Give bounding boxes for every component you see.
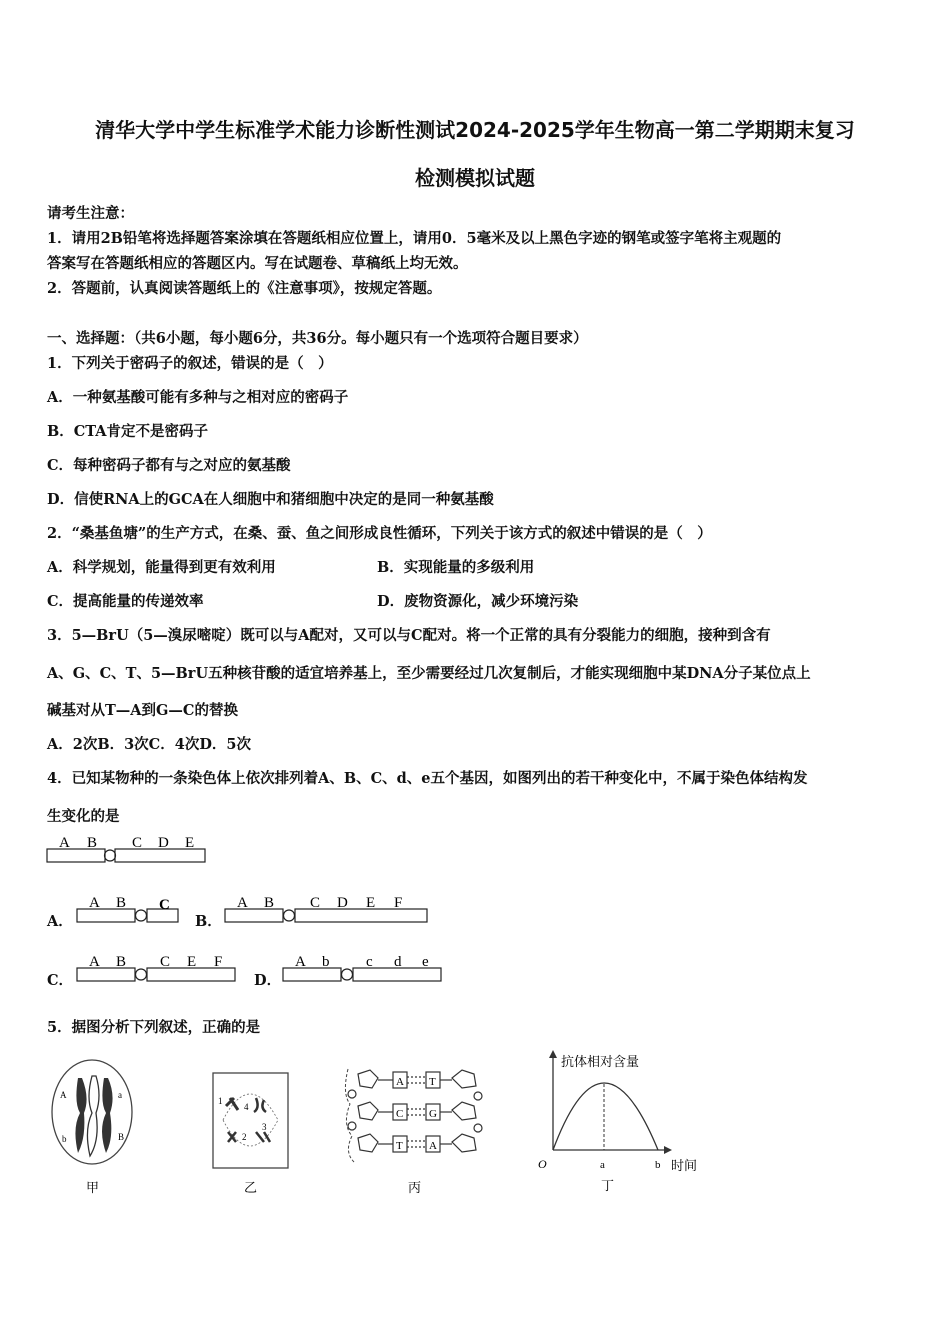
figure-ding [533, 1046, 713, 1196]
title-line-2: 检测模拟试题 [415, 166, 535, 190]
q4-option-c-label: C． [47, 972, 74, 989]
ding-ylabel: 抗体相对含量 [561, 1054, 640, 1069]
base-label: T [396, 1140, 403, 1152]
gene-label: D [337, 895, 348, 911]
ding-tick-b: b [655, 1159, 661, 1171]
gene-label: F [214, 954, 223, 970]
allele-label: a [118, 1090, 122, 1100]
q2-option-b: B．实现能量的多级利用 [377, 559, 535, 576]
q2-option-c: C．提高能量的传递效率 [47, 593, 204, 610]
base-label: G [429, 1108, 437, 1120]
notice-item-1a: 1．请用2B铅笔将选择题答案涂填在答题纸相应位置上，请用0．5毫米及以上黑色字迹的钢笔或签字笔将主观题的 [47, 230, 782, 247]
base-label: A [396, 1076, 404, 1088]
q1-option-d: D．信使RNA上的GCA在人细胞中和猪细胞中决定的是同一种氨基酸 [47, 491, 494, 508]
base-label: A [429, 1140, 437, 1152]
gene-label: b [322, 954, 330, 970]
notice-heading: 请考生注意： [47, 205, 134, 222]
q4-option-d-label: D． [254, 972, 282, 989]
q2-option-a: A．科学规划，能量得到更有效利用 [47, 559, 276, 576]
q2-stem: 2．“桑基鱼塘”的生产方式，在桑、蚕、鱼之间形成良性循环，下列关于该方式的叙述中错误的是（ ） [47, 525, 712, 542]
chromosome-number: 2 [242, 1132, 247, 1142]
chromosome-number: 3 [262, 1122, 267, 1132]
gene-label: B [116, 895, 127, 911]
gene-label: E [185, 835, 195, 851]
base-label: T [429, 1076, 436, 1088]
gene-label: B [264, 895, 275, 911]
gene-label: d [394, 954, 402, 970]
gene-label: A [237, 895, 248, 911]
notice-item-2: 2．答题前，认真阅读答题纸上的《注意事项》，按规定答题。 [47, 280, 442, 297]
q4-line-2: 生变化的是 [47, 808, 120, 825]
chromosome-number: 4 [244, 1102, 249, 1112]
chromosome-option-a [74, 893, 184, 927]
gene-label: D [158, 835, 169, 851]
allele-label: B [118, 1132, 125, 1142]
gene-label: C [160, 954, 171, 970]
q2-option-d: D．废物资源化，减少环境污染 [377, 593, 579, 610]
gene-label: c [366, 954, 373, 970]
gene-label: E [187, 954, 197, 970]
q4-option-b-label: B． [195, 913, 222, 930]
notice-item-1b: 答案写在答题纸相应的答题区内。写在试题卷、草稿纸上均无效。 [47, 255, 468, 272]
q3-options: A．2次B．3次C．4次D．5次 [47, 736, 251, 753]
gene-label: A [59, 835, 70, 851]
ding-xlabel: 时间 [671, 1158, 698, 1173]
gene-label: A [295, 954, 306, 970]
q4-option-a-label: A． [47, 913, 73, 930]
title-line-1: 清华大学中学生标准学术能力诊断性测试2024-2025学年生物高一第二学期期末复习 [95, 118, 855, 142]
allele-label: A [60, 1090, 67, 1100]
chromosome-option-c [74, 952, 244, 986]
gene-label: e [422, 954, 429, 970]
chromosome-option-b [222, 893, 432, 927]
gene-label: C [132, 835, 143, 851]
gene-label: C [159, 897, 170, 913]
allele-label: b [62, 1134, 67, 1144]
q1-option-b: B．CTA肯定不是密码子 [47, 423, 209, 440]
section-1-heading: 一、选择题：（共6小题，每小题6分，共36分。每小题只有一个选项符合题目要求） [47, 330, 588, 347]
q3-line-2: A、G、C、T、5—BrU五种核苷酸的适宜培养基上，至少需要经过几次复制后，才能实现细胞中某DNA分子某位点上 [47, 665, 811, 682]
figure-label: 甲 [86, 1180, 100, 1195]
gene-label: B [87, 835, 98, 851]
q3-line-1: 3．5—BrU（5—溴尿嘧啶）既可以与A配对，又可以与C配对。将一个正常的具有分裂能力的细胞，接种到含有 [47, 627, 771, 644]
figure-bing [338, 1064, 488, 1198]
chromosome-number: 1 [218, 1096, 223, 1106]
gene-label: E [366, 895, 376, 911]
figure-label: 丁 [601, 1178, 615, 1193]
q4-line-1: 4．已知某物种的一条染色体上依次排列着A、B、C、d、e五个基因，如图列出的若干种变化中，不属于染色体结构发 [47, 770, 808, 787]
ding-tick-a: a [600, 1159, 605, 1171]
q1-option-c: C．每种密码子都有与之对应的氨基酸 [47, 457, 291, 474]
gene-label: A [89, 895, 100, 911]
figure-label: 丙 [408, 1180, 422, 1195]
figure-label: 乙 [244, 1180, 258, 1195]
q1-stem: 1．下列关于密码子的叙述，错误的是（ ） [47, 355, 333, 372]
gene-label: C [310, 895, 321, 911]
gene-label: A [89, 954, 100, 970]
gene-label: F [394, 895, 403, 911]
base-label: C [396, 1108, 404, 1120]
chromosome-option-d [280, 952, 450, 986]
q3-line-3: 碱基对从T—A到G—C的替换 [47, 702, 238, 719]
ding-origin: O [538, 1157, 547, 1171]
chromosome-original [44, 832, 214, 866]
q5-stem: 5．据图分析下列叙述，正确的是 [47, 1019, 261, 1036]
figure-yi [208, 1068, 298, 1198]
figure-jia [48, 1058, 143, 1198]
gene-label: B [116, 954, 127, 970]
q1-option-a: A．一种氨基酸可能有多种与之相对应的密码子 [47, 389, 349, 406]
